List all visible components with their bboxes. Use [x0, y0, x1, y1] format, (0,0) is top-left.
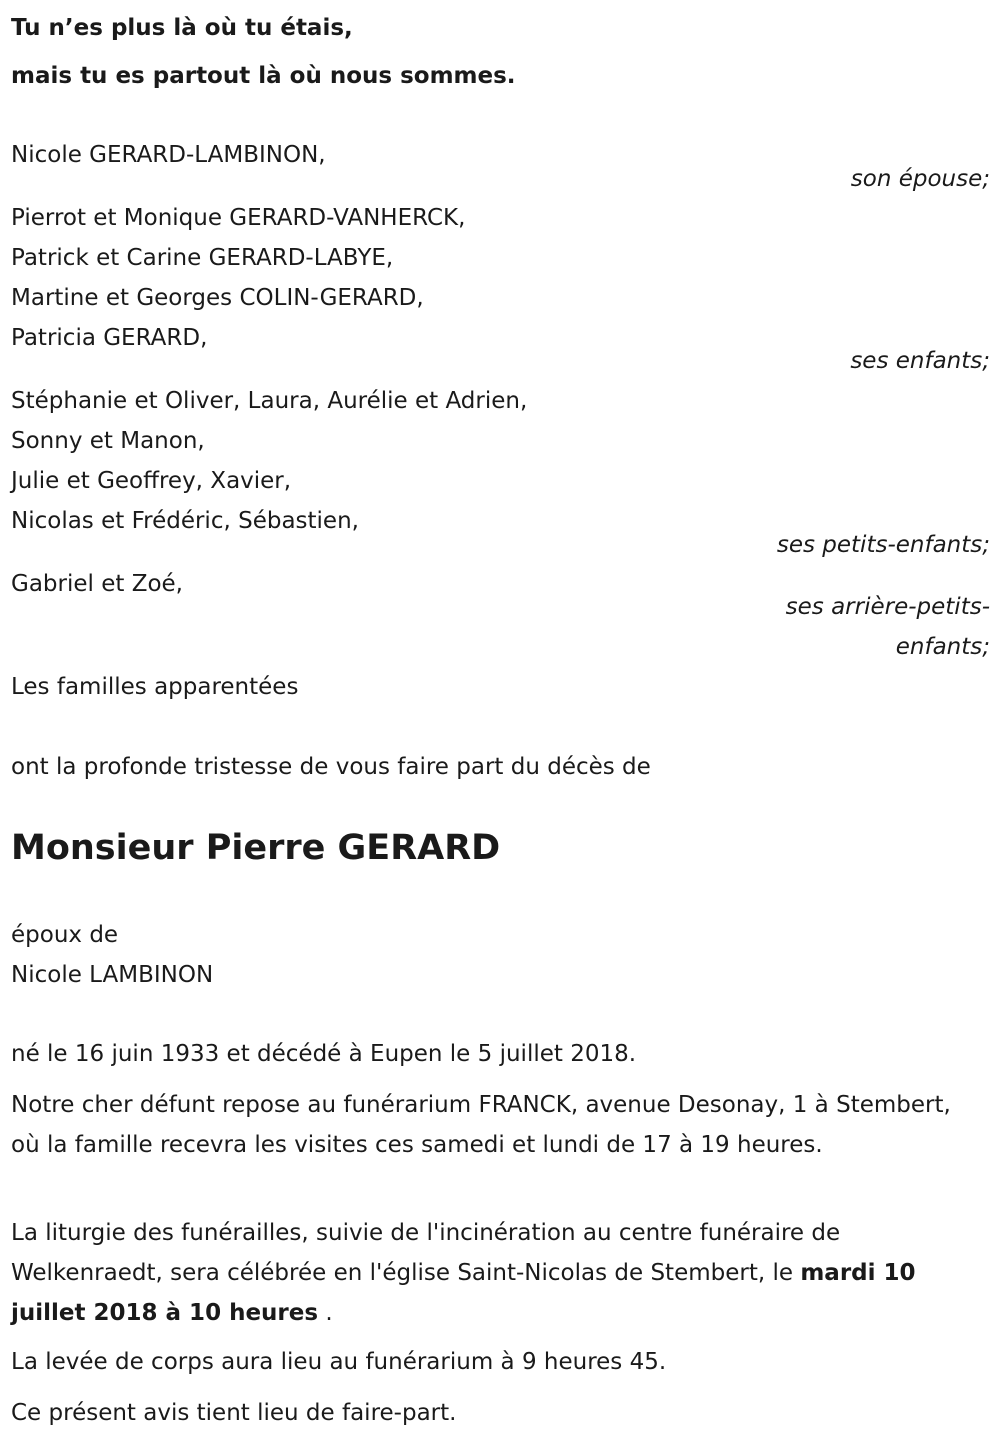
grandchild-name: Sonny et Manon,	[11, 428, 205, 454]
announcement: ont la profonde tristesse de vous faire part du décès de	[11, 754, 651, 780]
child-name: Martine et Georges COLIN-GERARD,	[11, 285, 424, 311]
spouse-of-label: époux de	[11, 922, 119, 948]
child-name: Pierrot et Monique GERARD-VANHERCK,	[11, 205, 466, 231]
children-role: ses enfants;	[850, 348, 990, 374]
great-grandchild-name: Gabriel et Zoé,	[11, 571, 183, 597]
relatives: Les familles apparentées	[11, 674, 299, 700]
visitation-paragraph: Notre cher défunt repose au funérarium FRANCK, avenue Desonay, 1 à Stembert, où la famille recevra les visites ces samedi et lundi de 17 à 19 heures.	[11, 1092, 951, 1158]
epigraph-line: mais tu es partout là où nous sommes.	[11, 63, 516, 89]
grandchild-name: Nicolas et Frédéric, Sébastien,	[11, 508, 359, 534]
funeral-paragraph	[11, 1213, 986, 1333]
deceased-name: Monsieur Pierre GERARD	[11, 828, 501, 868]
levee: La levée de corps aura lieu au funérarium à 9 heures 45.	[11, 1349, 667, 1375]
funeral-text: La liturgie des funérailles, suivie de l'incinération au centre funéraire de Welkenraedt, sera célébrée en l'église Saint-Nicolas de Stembert, le	[11, 1220, 841, 1286]
spouse-name: Nicole GERARD-LAMBINON,	[11, 142, 326, 168]
great-grandchildren-role: ses arrière-petits-	[785, 594, 990, 620]
funeral-end: .	[318, 1300, 333, 1326]
grandchild-name: Stéphanie et Oliver, Laura, Aurélie et Adrien,	[11, 388, 528, 414]
grandchild-name: Julie et Geoffrey, Xavier,	[11, 468, 292, 494]
great-grandchildren-role: enfants;	[895, 634, 990, 660]
spouse-of-name: Nicole LAMBINON	[11, 962, 214, 988]
spouse-role: son épouse;	[850, 166, 990, 192]
funeral-date: mardi 10 juillet 2018 à 10 heures	[11, 1260, 916, 1326]
closing: Ce présent avis tient lieu de faire-part.	[11, 1400, 457, 1426]
dates: né le 16 juin 1933 et décédé à Eupen le 5 juillet 2018.	[11, 1041, 637, 1067]
child-name: Patrick et Carine GERARD-LABYE,	[11, 245, 394, 271]
grandchildren-role: ses petits-enfants;	[776, 532, 990, 558]
epigraph-line: Tu n’es plus là où tu étais,	[11, 15, 353, 41]
child-name: Patricia GERARD,	[11, 325, 208, 351]
